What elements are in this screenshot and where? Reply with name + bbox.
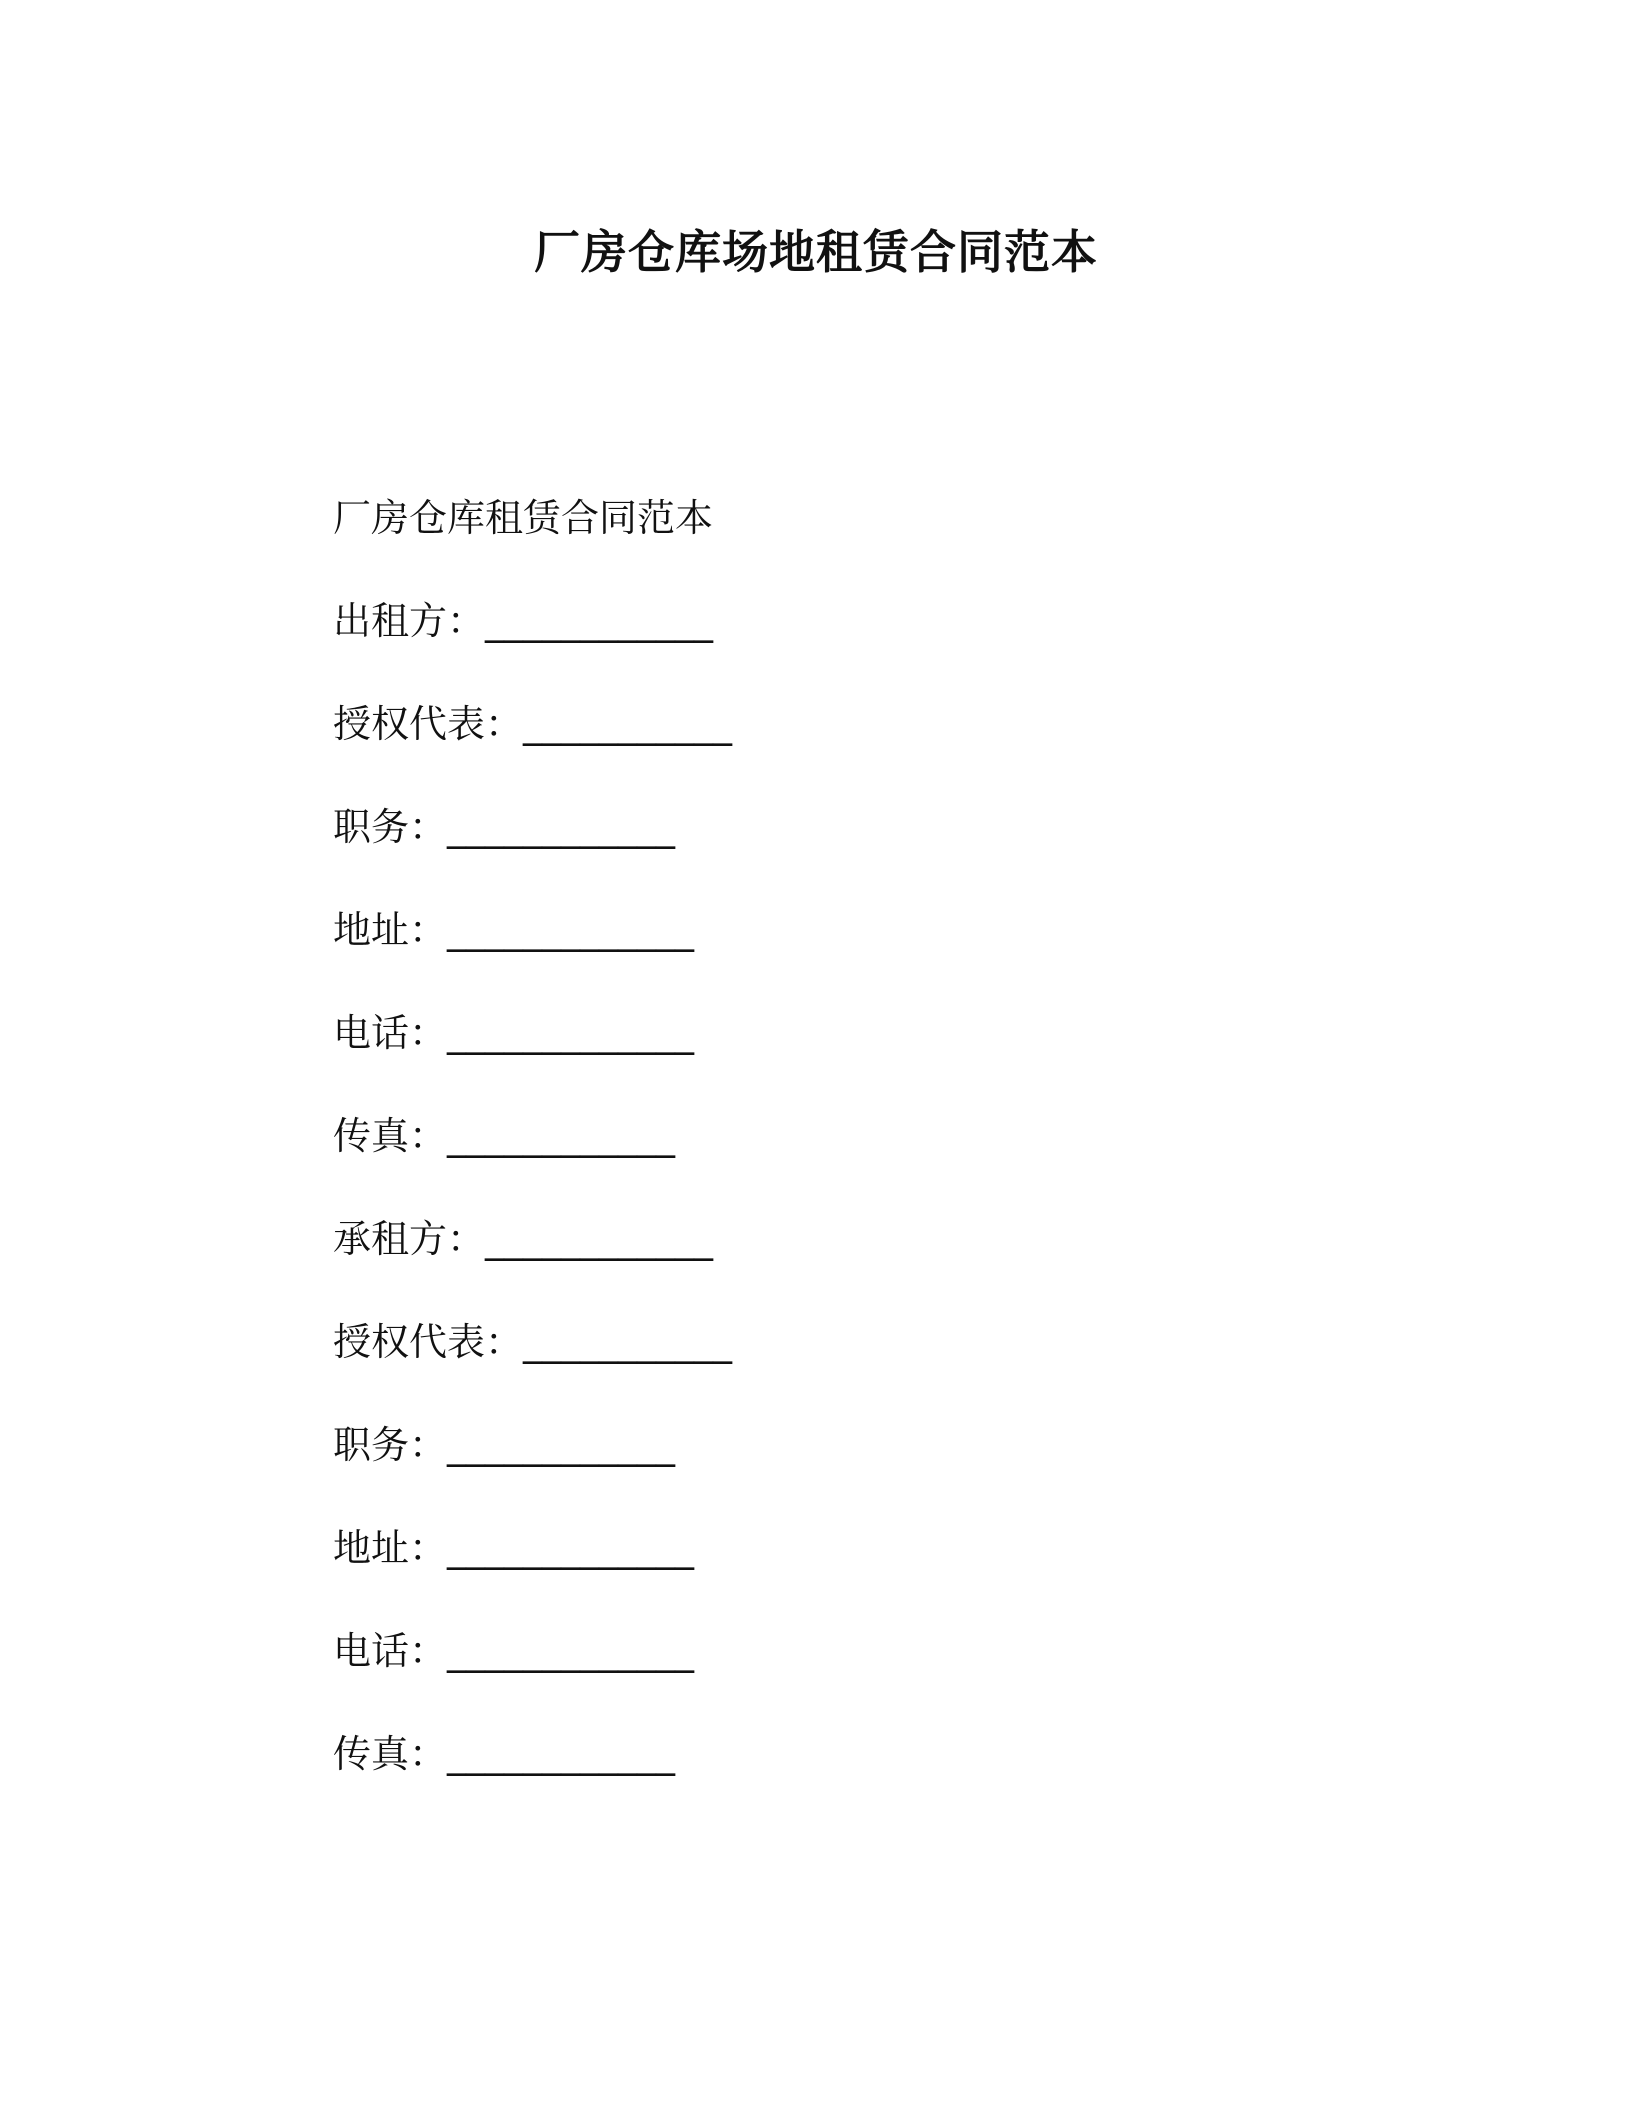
field-label: 地址： xyxy=(333,908,448,952)
lessor-field xyxy=(333,591,1333,651)
field-blank: ____________ xyxy=(447,1732,676,1776)
document-title: 厂房仓库场地租赁合同范本 xyxy=(534,225,1098,279)
field-blank: ____________ xyxy=(485,599,714,643)
field-blank: _____________ xyxy=(447,1526,695,1570)
field-label: 职务： xyxy=(333,1423,448,1467)
field-blank: ___________ xyxy=(523,1320,733,1364)
field-label: 承租方： xyxy=(333,1217,486,1261)
lessee-fax-field xyxy=(333,1724,1333,1784)
lessee-address-field xyxy=(333,1518,1333,1578)
field-label: 电话： xyxy=(333,1629,448,1673)
field-blank: _____________ xyxy=(447,908,695,952)
field-label: 授权代表： xyxy=(333,1320,524,1364)
field-blank: ____________ xyxy=(447,805,676,849)
document-body xyxy=(333,488,1333,1827)
field-label: 出租方： xyxy=(333,599,486,643)
lessor-fax-field xyxy=(333,1106,1333,1166)
lessee-field xyxy=(333,1209,1333,1269)
field-label: 传真： xyxy=(333,1732,448,1776)
field-label: 职务： xyxy=(333,805,448,849)
lessee-representative-field xyxy=(333,1312,1333,1372)
lessor-phone-field xyxy=(333,1003,1333,1063)
field-label: 传真： xyxy=(333,1114,448,1158)
document-subtitle: 厂房仓库租赁合同范本 xyxy=(333,496,714,540)
field-blank: _____________ xyxy=(447,1629,695,1673)
lessee-phone-field xyxy=(333,1621,1333,1681)
field-label: 电话： xyxy=(333,1011,448,1055)
lessor-representative-field xyxy=(333,694,1333,754)
field-blank: ____________ xyxy=(447,1423,676,1467)
field-blank: ____________ xyxy=(485,1217,714,1261)
lessor-address-field xyxy=(333,900,1333,960)
field-label: 授权代表： xyxy=(333,702,524,746)
lessor-position-field xyxy=(333,797,1333,857)
field-blank: ___________ xyxy=(523,702,733,746)
lessee-position-field xyxy=(333,1415,1333,1475)
field-blank: _____________ xyxy=(447,1011,695,1055)
field-blank: ____________ xyxy=(447,1114,676,1158)
field-label: 地址： xyxy=(333,1526,448,1570)
